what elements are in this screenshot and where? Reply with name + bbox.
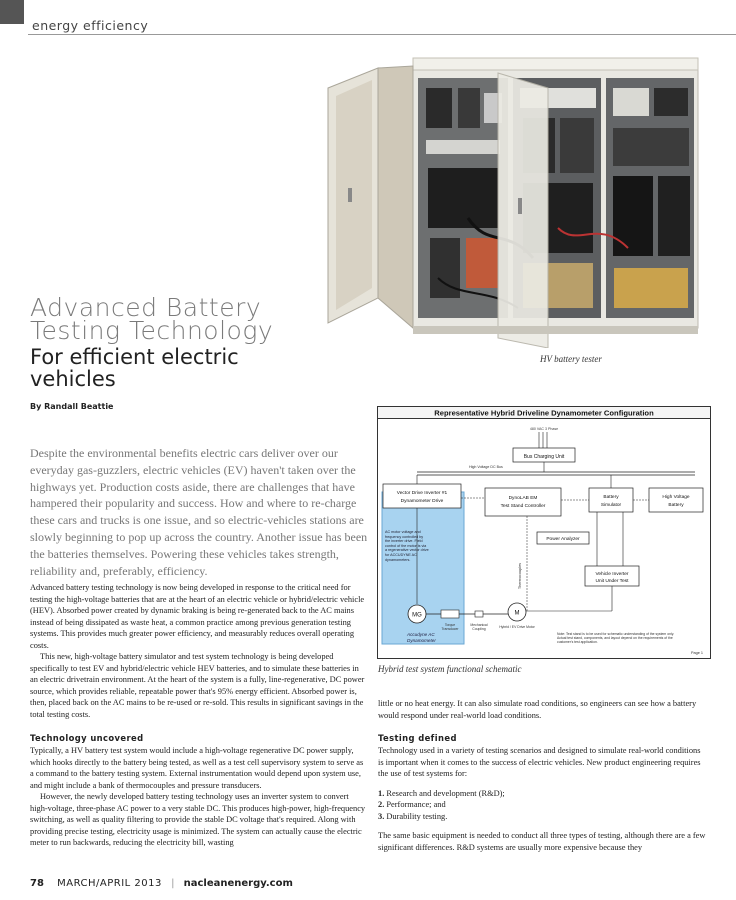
website-link[interactable]: nacleanenergy.com: [183, 878, 293, 889]
article-subtitle-line: For efficient electric: [30, 345, 239, 369]
thermocouples-label: Thermocouples: [518, 562, 522, 590]
hv-dc-bus-label: High Voltage DC Bus: [469, 465, 503, 469]
article-title-line: Testing Technology: [30, 316, 274, 345]
list-item: [378, 811, 708, 823]
dynolab-controller-box: [485, 488, 561, 516]
list-item-text: Research and development (R&D);: [384, 788, 505, 798]
body-paragraph: However, the newly developed battery testing technology uses an inverter system to convert high-voltage, three-phase AC power to a very stable DC. This produces high-power, high-frequency switching, as well as quality filtering to provide the stable DC voltage that's required. Along with providing precise testing, electricity usage is minimized. The system can actually cause the electric meter to run backwards, reducing the electricity bill, wasting: [30, 792, 366, 847]
body-paragraph: The same basic equipment is needed to conduct all three types of testing, although there are a few significant differences. R&D systems are usually more expensive because they: [378, 831, 706, 852]
section-heading: Technology uncovered: [30, 733, 144, 743]
vehicle-inverter-label: Vehicle Inverter: [595, 572, 629, 577]
list-item: [378, 788, 708, 800]
diagram-title: Representative Hybrid Driveline Dynamometer Configuration: [434, 408, 654, 418]
footer-divider: |: [171, 878, 175, 889]
list-item-number: 1.: [378, 788, 385, 798]
body-paragraph: Typically, a HV battery test system would include a high-voltage regenerative DC power supply, which hooks directly to the battery being tested, as well as a test cell supervisory system to serve as a command to the battery testing system. External instrumentation would depend upon system use, and might include a bank of thermocouples and pressure transducers.: [30, 746, 364, 790]
mech-coupling-box: [475, 611, 483, 617]
dynolab-label: DynoLAB EM: [508, 496, 538, 501]
article-subtitle: [30, 346, 239, 390]
torque-transducer-label: Torque: [444, 623, 456, 627]
body-paragraph: Advanced battery testing technology is now being developed in response to the critical need for testing the high-voltage batteries that are at the heart of an electric vehicle or hybrid/electric vehicle (HEV). Absorbed power created by dynamic braking is being re-generated back to the AC mains instead of being dissipated as waste heat, a common practice among previous generation testing systems. This provides much greater power efficiency, and measurably reduces overall operating costs.: [30, 583, 365, 650]
battery-simulator-label: Simulator: [600, 503, 622, 508]
section-corner-marker: [0, 0, 24, 24]
motor-symbol-label: M: [514, 610, 520, 617]
body-column-right-bottom: [378, 745, 708, 853]
page-number: 78: [30, 878, 44, 889]
ev-motor-label: Hybrid / EV Drive Motor: [499, 625, 535, 629]
page-footer: [30, 878, 293, 889]
body-paragraph: This new, high-voltage battery simulator and test system technology is being developed specifically to test EV and hybrid/electric vehicle HEV batteries, and to simulate these batteries in an electric drivetrain environment. At the heart of the system is a fully, line-regenerative, DC power source, which provides reliable, repeatable power that's 95% energy efficient. Absorbed power is, then, placed back on the AC mains to be re-used or re-sold. This results in significant savings in the total testing costs.: [30, 652, 365, 719]
power-analyzer-label: Power Analyzer: [546, 537, 580, 542]
battery-simulator-label: Battery: [603, 495, 619, 500]
diagram-page-label: Page 1: [690, 651, 703, 655]
list-item-text: Performance; and: [384, 800, 446, 809]
bus-charging-unit-label: Bus Charging Unit: [523, 454, 565, 460]
list-item-number: 3.: [378, 811, 385, 821]
diagram-caption: Hybrid test system functional schematic: [378, 664, 522, 674]
intro-paragraph: Despite the environmental benefits electric cars deliver over our everyday gas-guzzlers, electric vehicles (EV) haven't taken over the highways yet. Production costs aside, there are challenges that have hampered their popularity and success. How and where to re-charge these cars and trucks is one issue, and so electric-vehicles stations are slowly beginning to pop up across the country. Another issue has been the batteries themselves. Powering these vehicles takes strength, reliability and, preferably, efficiency.: [30, 446, 368, 578]
article-subtitle-line: vehicles: [30, 367, 116, 391]
body-paragraph: little or no heat energy. It can also simulate road conditions, so engineers can see how a battery would respond under real-world load conditions.: [378, 699, 697, 720]
diagram-footnote: Note: Test stand is to be used for schematic understanding of the system only. Actual test stand, components, and layout depend on the requirements of the customer's test application.: [557, 632, 675, 645]
drive-side-note: AC motor voltage and frequency controlled by the inverter drive. Field control of the motor is via a regenerative vector drive for ACCUDYNE AC dynamometers.: [385, 530, 429, 562]
body-column-left-bottom: [30, 745, 368, 849]
mech-coupling-label: Mechanical: [470, 623, 488, 627]
ac-supply-label: 480 VAC 3 Phase: [529, 427, 559, 431]
body-paragraph: Technology used in a variety of testing scenarios and designed to simulate real-world conditions is important when it comes to the success of electric vehicles. New product engineering requires the use of test systems for:: [378, 746, 701, 778]
battery-simulator-box: [589, 488, 633, 512]
torque-transducer-box: [441, 610, 459, 618]
section-heading: Testing defined: [378, 733, 457, 743]
byline: By Randall Beattie: [30, 402, 114, 411]
body-column-left-top: [30, 582, 368, 720]
list-item: [378, 799, 708, 811]
testing-list: [378, 788, 708, 823]
hv-battery-tester-photo: [318, 48, 710, 348]
driveline-schematic-diagram: [377, 406, 711, 659]
section-label: energy efficiency: [32, 18, 149, 33]
body-column-right-top: [378, 698, 708, 721]
hv-battery-label: High Voltage: [662, 495, 690, 500]
torque-transducer-label: Transducer: [441, 627, 459, 631]
accudyne-label: Accudyne AC: [407, 632, 435, 637]
list-item-number: 2.: [378, 800, 385, 809]
vector-drive-label: Vector Drive Inverter #1: [396, 491, 448, 496]
vector-drive-label: Dynamometer Drive: [400, 499, 444, 504]
article-title-line: Advanced Battery: [30, 293, 262, 322]
hv-battery-box: [649, 488, 703, 512]
vehicle-inverter-label: Unit Under Test: [595, 579, 629, 584]
accudyne-label: Dynamometer: [407, 638, 436, 643]
photo-caption: HV battery tester: [540, 354, 602, 364]
hv-battery-label: Battery: [668, 503, 684, 508]
header-rule: [28, 34, 736, 35]
dynolab-label: Test Stand Controller: [500, 504, 546, 509]
article-title: [30, 293, 274, 345]
list-item-text: Durability testing.: [384, 811, 448, 821]
vector-drive-box: [383, 484, 461, 508]
mech-coupling-label: Coupling: [472, 627, 486, 631]
mg-label: MG: [412, 612, 422, 619]
issue-date: MARCH/APRIL 2013: [57, 878, 162, 889]
